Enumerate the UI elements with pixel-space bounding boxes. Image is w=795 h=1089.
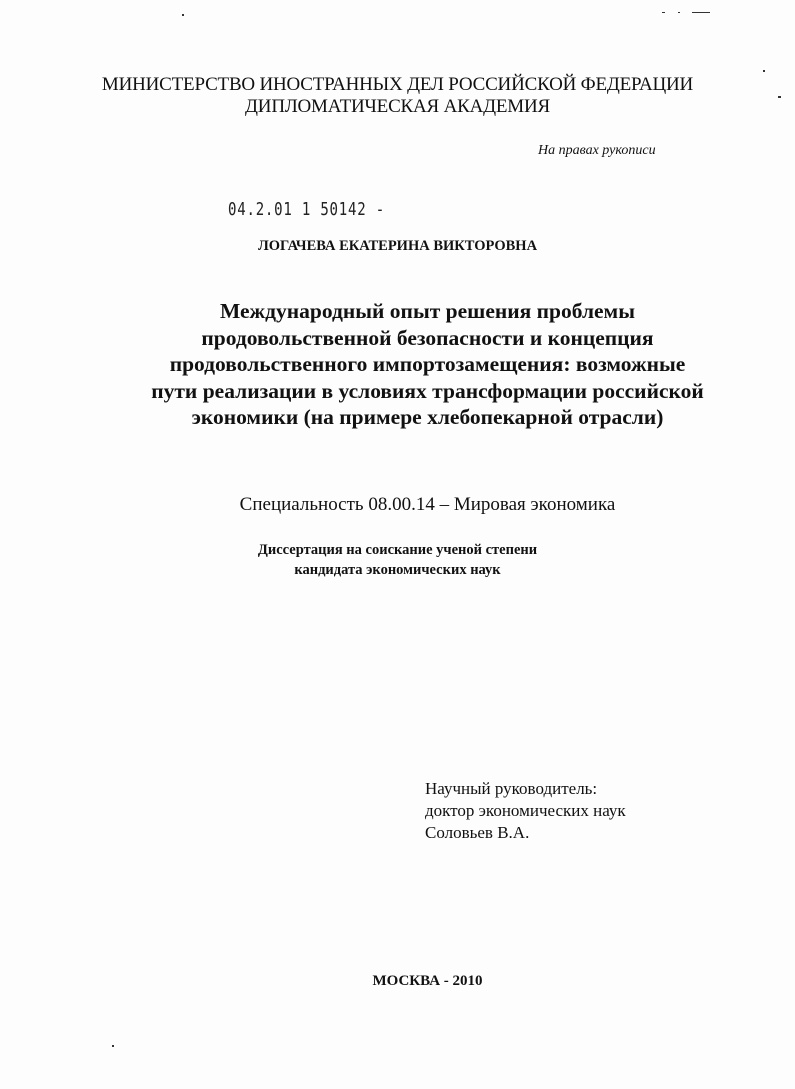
degree-line-1: Диссертация на соискание ученой степени [257,542,538,558]
scan-speck [678,12,680,13]
registration-code: 04.2.01 1 50142 - [228,199,385,220]
title-line: продовольственного импортозамещения: возможные [169,352,686,376]
ministry-name: МИНИСТЕРСТВО ИНОСТРАННЫХ ДЕЛ РОССИЙСКОЙ ФЕДЕРАЦИИ [101,74,694,95]
scan-speck [112,1045,114,1047]
rights-note: На правах рукописи [538,143,656,158]
academy-name: ДИПЛОМАТИЧЕСКАЯ АКАДЕМИЯ [245,96,550,117]
specialty: Специальность 08.00.14 – Мировая экономика [239,494,616,515]
degree-line-2: кандидата экономических наук [294,562,501,578]
scan-speck [662,12,665,13]
supervisor-name: Соловьев В.А. [425,823,530,842]
title-line: пути реализации в условиях трансформации российской [151,378,704,403]
title-line: продовольственной безопасности и концепция [201,325,654,350]
dissertation-title [60,298,795,431]
title-line: Международный опыт решения проблемы [220,299,635,323]
degree-statement [0,540,795,580]
author-name: ЛОГАЧЕВА ЕКАТЕРИНА ВИКТОРОВНА [257,238,538,254]
title-line: экономики (на примере хлебопекарной отрасли) [191,405,664,429]
scan-speck [692,12,710,13]
scan-speck [763,70,765,72]
supervisor-degree: доктор экономических наук [425,801,626,820]
supervisor-label: Научный руководитель: [425,779,598,798]
supervisor-block [425,778,626,844]
scan-speck [182,14,184,16]
city-year: МОСКВА - 2010 [372,973,483,989]
header-block [0,74,795,118]
